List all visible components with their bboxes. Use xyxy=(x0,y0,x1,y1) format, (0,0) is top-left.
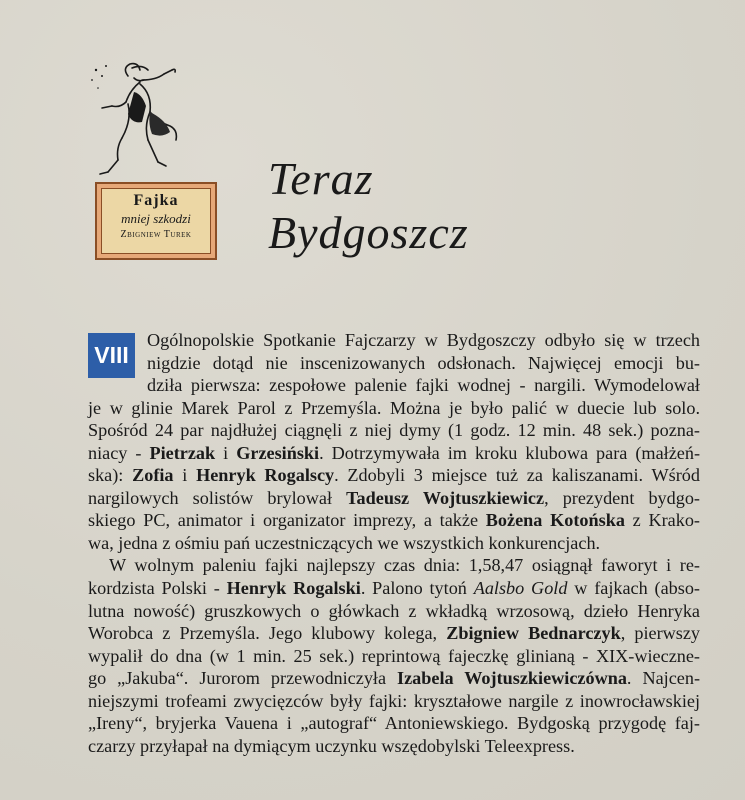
person-name: Henryk Rogalscy xyxy=(196,465,335,486)
text-line: Ogólnopolskie Spotkanie Fajczarzy w Bydgoszczy odbyło się w trzech xyxy=(147,330,700,350)
person-name: Zofia xyxy=(132,465,174,486)
text-line: je w glinie Marek Parol z Przemyśla. Można je było palić w duecie lub solo. xyxy=(88,397,700,418)
pipe-smoker-illustration xyxy=(88,62,186,182)
text-line: lutna nowość) gruszkowych o główkach z wkładką wrzosową, dzieło Henryka xyxy=(88,600,700,621)
article-title xyxy=(268,152,469,260)
text-line: Worobca z Przemyśla. Jego klubowy kolega, Zbigniew Bednarczyk, pierwszy xyxy=(88,623,701,644)
article-body xyxy=(88,329,700,757)
person-name: Tadeusz Wojtuszkiewicz xyxy=(346,487,545,508)
person-name: Zbigniew Bednarczyk xyxy=(446,623,621,644)
column-badge-inner xyxy=(101,188,211,254)
person-name: Pietrzak xyxy=(149,442,216,463)
column-author: Zbigniew Turek xyxy=(120,229,192,240)
paragraph-1 xyxy=(88,329,700,554)
text-line: niacy - Pietrzak i Grzesiński. Dotrzymywała im kroku klubowa para (małżeń- xyxy=(88,442,700,463)
text-line: nargilowych solistów brylował Tadeusz Wojtuszkiewicz, prezydent bydgo- xyxy=(88,487,700,508)
text-line: ska): Zofia i Henryk Rogalscy. Zdobyli 3 miejsce tuż za kaliszanami. Wśród xyxy=(88,465,700,486)
text-line: Spośród 24 par najdłużej ciągnęli z niej dymy (1 godz. 12 min. 48 sek.) pozna- xyxy=(88,420,700,441)
issue-number-badge: VIII xyxy=(88,333,135,378)
text-line: dziła pierwsza: zespołowe palenie fajki wodnej - nargili. Wymodelował xyxy=(147,375,700,396)
title-line-2: Bydgoszcz xyxy=(268,207,469,258)
paragraph-2 xyxy=(88,554,700,757)
person-name: Izabela Wojtuszkiewiczówna xyxy=(397,668,627,689)
text-line: niejszymi trofeami zwycięzców były fajki: kryształowe nargile z inowrocławskiej xyxy=(88,690,700,711)
tobacco-name: Aalsbo Gold xyxy=(473,578,568,599)
person-name: Grzesiński xyxy=(236,442,320,463)
text-line: wypalił do dna (w 1 min. 25 sek.) reprintową fajeczkę glinianą - XIX-wieczne- xyxy=(88,645,700,666)
text-line: skiego PC, animator i organizator imprezy, a także Bożena Kotońska z Krako- xyxy=(88,510,700,531)
text-line: W wolnym paleniu fajki najlepszy czas dnia: 1,58,47 osiągnął faworyt i re- xyxy=(109,555,700,576)
text-line: wa, jedna z ośmiu pań uczestniczących we wszystkich konkurencjach. xyxy=(88,532,601,553)
person-name: Henryk Rogalski xyxy=(226,578,361,599)
title-line-1: Teraz xyxy=(268,153,374,204)
text-line: kordzista Polski - Henryk Rogalski. Palono tytoń Aalsbo Gold w fajkach (abso- xyxy=(88,578,700,599)
text-line: go „Jakuba“. Jurorom przewodniczyła Izabela Wojtuszkiewiczówna. Najcen- xyxy=(88,668,700,689)
person-name: Bożena Kotońska xyxy=(485,510,625,531)
column-badge xyxy=(95,182,217,260)
text-line: czarzy przyłapał na dymiącym uczynku wszędobylski Teleexpress. xyxy=(88,735,575,756)
column-name: Fajka xyxy=(133,192,179,209)
text-line: „Ireny“, bryjerka Vauena i „autograf“ Antoniewskiego. Bydgoską przygodę faj- xyxy=(88,713,700,734)
column-subtitle: mniej szkodzi xyxy=(121,211,191,226)
text-line: nigdzie dotąd nie inscenizowanych odsłonach. Najwięcej emocji bu- xyxy=(147,352,700,373)
